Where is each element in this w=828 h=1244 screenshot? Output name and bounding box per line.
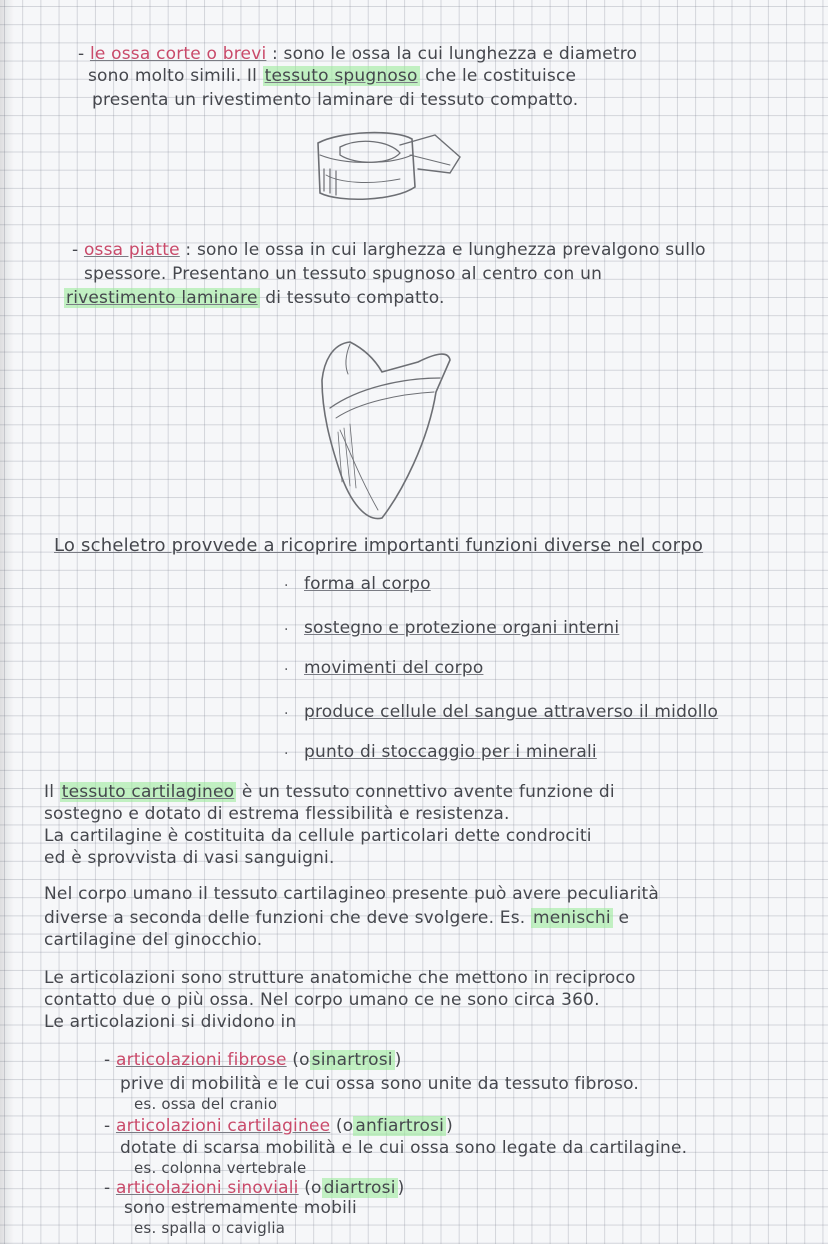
menisci-highlight: menischi: [533, 908, 611, 928]
bullet-2: ·: [284, 622, 289, 638]
cartilage-p2-line-1: Nel corpo umano il tessuto cartilagineo presente può avere peculiarità: [44, 884, 660, 904]
cartilage-p1-line-4: ed è sprovvista di vasi sanguigni.: [44, 848, 335, 868]
joint-type-synovial: - articolazioni sinoviali (o diartrosi ): [104, 1178, 405, 1198]
joints-line-3: Le articolazioni si dividono in: [44, 1012, 297, 1032]
laminar-coating-highlight: rivestimento laminare: [66, 288, 258, 308]
short-bones-line-2: sono molto simili. Il tessuto spugnoso che le costituisce: [88, 66, 577, 86]
bullet-3: ·: [284, 662, 289, 678]
fibrous-description: prive di mobilità e le cui ossa sono unite da tessuto fibroso.: [120, 1074, 639, 1094]
cartilage-p2-line-3: cartilagine del ginocchio.: [44, 930, 263, 950]
scapula-sketch: [310, 332, 460, 527]
function-item-2: sostegno e protezione organi interni: [304, 618, 620, 638]
short-bones-term: le ossa corte o brevi: [89, 44, 267, 64]
joints-line-2: contatto due o più ossa. Nel corpo umano ce ne sono circa 360.: [44, 990, 600, 1010]
joint-type-fibrous: - articolazioni fibrose (o sinartrosi ): [104, 1050, 402, 1070]
vertebra-sketch: [300, 125, 475, 215]
short-bones-definition: : sono le ossa la cui lunghezza e diametro: [272, 44, 638, 64]
bullet-1: ·: [284, 578, 289, 594]
cartilage-p1-line-1: Il tessuto cartilagineo è un tessuto connettivo avente funzione di: [44, 782, 615, 802]
flat-bones-term: ossa piatte: [83, 240, 180, 260]
function-item-5: punto di stoccaggio per i minerali: [304, 742, 597, 762]
cartilage-tissue-highlight: tessuto cartilagineo: [61, 782, 235, 802]
cartilaginous-example: es. colonna vertebrale: [134, 1159, 307, 1177]
joints-line-1: Le articolazioni sono strutture anatomiche che mettono in reciproco: [44, 968, 636, 988]
joint-type-cartilaginous: - articolazioni cartilaginee (o anfiartrosi ): [104, 1116, 453, 1136]
bullet-4: ·: [284, 706, 289, 722]
flat-bones-definition: : sono le ossa in cui larghezza e lunghezza prevalgono sullo: [185, 240, 706, 260]
flat-bones-line-2: spessore. Presentano un tessuto spugnoso al centro con un: [84, 264, 603, 284]
function-item-1: forma al corpo: [304, 574, 431, 594]
synovial-example: es. spalla o caviglia: [134, 1219, 286, 1237]
skeleton-intro: Lo scheletro provvede a ricoprire importanti funzioni diverse nel corpo: [54, 535, 704, 556]
short-bones-line-1: - le ossa corte o brevi : sono le ossa la cui lunghezza e diametro: [78, 44, 638, 64]
cartilaginous-description: dotate di scarsa mobilità e le cui ossa sono legate da cartilagine.: [120, 1138, 688, 1158]
function-item-3: movimenti del corpo: [304, 658, 484, 678]
bullet-5: ·: [284, 746, 289, 762]
function-item-4: produce cellule del sangue attraverso il midollo: [304, 702, 719, 722]
cartilage-p1-line-2: sostegno e dotato di estrema flessibilità e resistenza.: [44, 804, 510, 824]
flat-bones-line-3: rivestimento laminare di tessuto compatto.: [66, 288, 445, 308]
cartilage-p1-line-3: La cartilagine è costituita da cellule particolari dette condrociti: [44, 826, 592, 846]
amphiarthrosis-highlight: anfiartrosi: [355, 1116, 445, 1136]
spongy-tissue-highlight: tessuto spugnoso: [264, 66, 418, 86]
synarthrosis-highlight: sinartrosi: [311, 1050, 393, 1070]
short-bones-line-3: presenta un rivestimento laminare di tessuto compatto.: [92, 90, 579, 110]
flat-bones-line-1: - ossa piatte : sono le ossa in cui larghezza e lunghezza prevalgono sullo: [72, 240, 706, 260]
fibrous-example: es. ossa del cranio: [134, 1095, 278, 1113]
synovial-description: sono estremamente mobili: [124, 1198, 357, 1218]
diarthrosis-highlight: diartrosi: [323, 1178, 396, 1198]
cartilage-p2-line-2: diverse a seconda delle funzioni che deve svolgere. Es. menischi e: [44, 908, 630, 928]
